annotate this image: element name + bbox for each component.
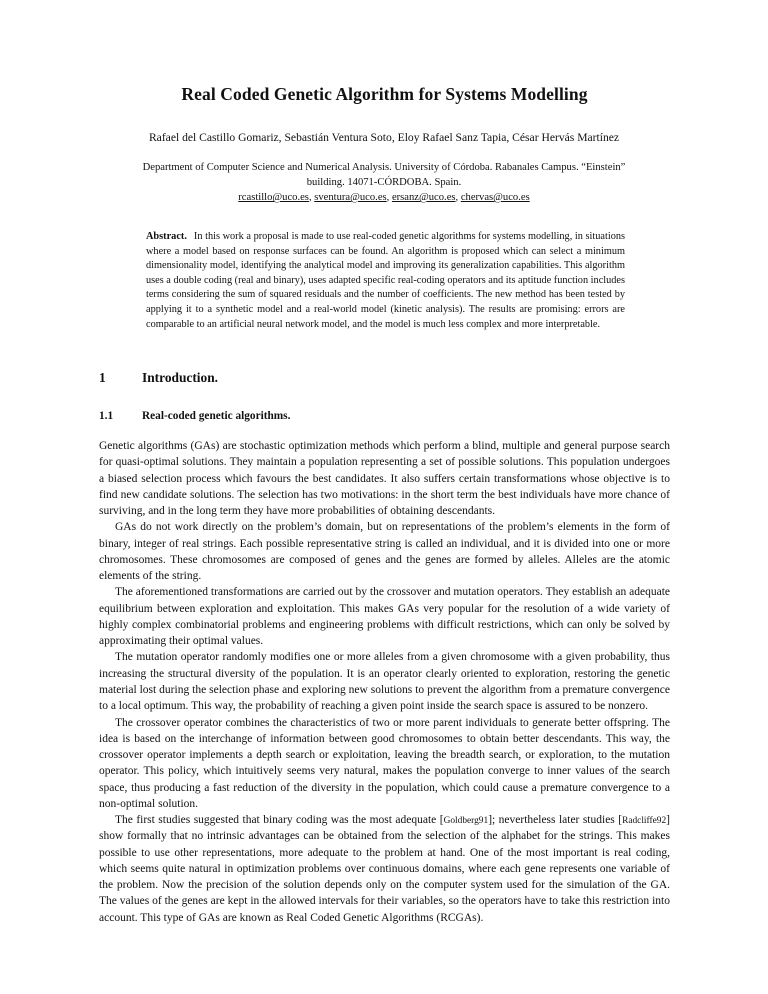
section-number-1-1: 1.1 xyxy=(99,410,114,422)
paragraph-6 xyxy=(99,812,670,926)
affiliation-block xyxy=(84,160,684,205)
affiliation-line-1: Department of Computer Science and Numerical Analysis. University of Córdoba. Rabanales Campus. “Einstein” xyxy=(142,162,626,173)
body-content xyxy=(99,438,670,926)
email-separator: , xyxy=(455,192,461,204)
abstract-text: In this work a proposal is made to use real-coded genetic algorithms for systems modelling, in situations where a model based on response surfaces can be found. An algorithm is proposed which can select a minimum dimensionality model, identifying the analytical model and improving its generalization capabilities. This algorithm uses a double coding (real and binary), uses adapted specific real-coding operators and its aptitude function includes terms considering the sum of squared residuals and the number of coefficients. The new method has been tested by applying it to a synthetic model and a real-world model (kinetic analysis). The results are promising: errors are comparable to an artificial neural network model, and the model is much less complex and more interpretable. xyxy=(146,231,625,330)
paragraph-4: The mutation operator randomly modifies one or more alleles from a given chromosome with a given probability, thus increasing the structural diversity of the population. It is an operator clearly oriented to exploration, restoring the genetic material lost during the selection phase and exploring new solutions to prevent the algorithm from a premature convergence to a local optimum. This way, the probability of reaching a given point inside the search space is assured to be nonzero. xyxy=(99,651,670,713)
section-heading-1 xyxy=(99,370,670,386)
section-title-1-1: Real-coded genetic algorithms. xyxy=(142,410,291,422)
citation-goldberg91: Goldberg91 xyxy=(443,816,489,827)
email-link[interactable]: rcastillo@uco.es xyxy=(238,192,309,204)
citation-radcliffe92: Radcliffe92 xyxy=(622,816,667,827)
page-title: Real Coded Genetic Algorithm for Systems Modelling xyxy=(181,84,588,104)
email-link[interactable]: ersanz@uco.es xyxy=(391,192,456,204)
abstract-label: Abstract. xyxy=(146,231,187,242)
paragraph-2: GAs do not work directly on the problem’s domain, but on representations of the problem’s elements in the form of binary, integer of real strings. Each possible representative string is called an individual, and it is divided into one or more chromosomes. These chromosomes are composed of genes and the genes are formed by alleles. Alleles are the atomic elements of the string. xyxy=(99,521,670,583)
abstract-block xyxy=(146,230,625,332)
paragraph-3: The aforementioned transformations are carried out by the crossover and mutation operators. They establish an adequate equilibrium between exploration and exploitation. This makes GAs very popular for the resolution of a wide variety of highly complex combinatorial problems and engineering problems with difficult restrictions, which can only be solved by approximating their optimal values. xyxy=(99,586,670,648)
email-link[interactable]: sventura@uco.es xyxy=(314,192,387,204)
section-title-1: Introduction. xyxy=(142,370,219,385)
email-list xyxy=(84,190,684,205)
email-separator: , xyxy=(386,192,392,204)
paragraph-6-part-2: ]; nevertheless later studies [ xyxy=(488,814,623,827)
paragraph-5: The crossover operator combines the characteristics of two or more parent individuals to generate better offspring. The idea is based on the interchange of information between good chromosomes to obtain better descendants. This way, the crossover operator implements a depth search or exploitation, leaving the breadth search, or exploration, to the mutation operator. This policy, which intuitively seems very natural, makes the population converge to inner values of the search space, thus producing a fast reduction of the diversity in the population, which could cause a premature convergence to a non-optimal solution. xyxy=(99,716,670,810)
section-heading-1-1 xyxy=(99,410,670,422)
email-separator: , xyxy=(308,192,315,204)
paragraph-1: Genetic algorithms (GAs) are stochastic optimization methods which perform a blind, multiple and general purpose search for quasi-optimal solutions. They maintain a population representing a set of possible solutions. This population undergoes a biased selection process which favours the best candidates. It also suffers certain transformations whose objective is to find new candidate solutions. The selection has two motivations: in the short term the best individuals have more chance of surviving, and in the long term they have more probabilities of obtaining descendants. xyxy=(99,440,670,518)
paragraph-6-part-1: The first studies suggested that binary coding was the most adequate [ xyxy=(115,814,444,827)
affiliation-line-2: building. 14071-CÓRDOBA. Spain. xyxy=(306,177,462,189)
email-link[interactable]: chervas@uco.es xyxy=(460,192,530,204)
section-number-1: 1 xyxy=(99,370,106,385)
author-list: Rafael del Castillo Gomariz, Sebastián Ventura Soto, Eloy Rafael Sanz Tapia, César Hervás Martínez xyxy=(148,131,620,144)
paragraph-6-part-3: ] show formally that no intrinsic advantages can be obtained from the selection of the alphabet for the strings. This makes possible to use other representations, more adequate to the problem at hand. One of the most important is real coding, which seems quite natural in optimization problems over continuous domains, where each gene represents one variable of the problem. Now the precision of the solution depends only on the computer system used for the simulation of the GA. The values of the genes are kept in the allowed intervals for their variables, so the operators have to take this restriction into account. This type of GAs are known as Real Coded Genetic Algorithms (RCGAs). xyxy=(99,814,670,924)
